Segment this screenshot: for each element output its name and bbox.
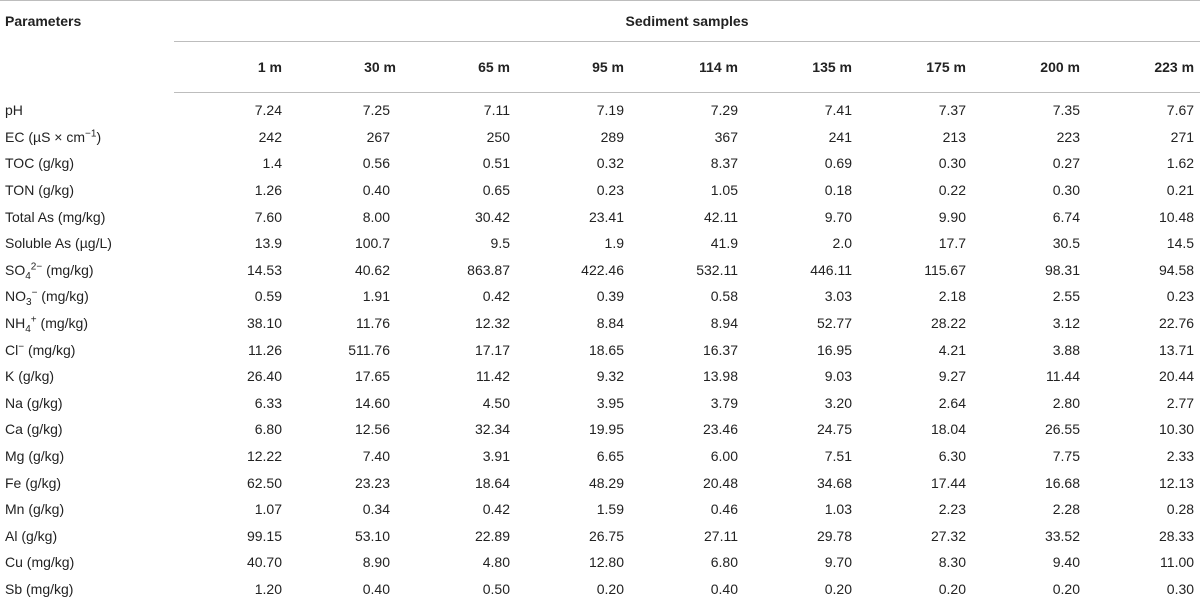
table-cell: 0.39	[596, 288, 624, 305]
table-cell: 6.80	[254, 421, 282, 438]
table-cell: 0.40	[362, 580, 390, 597]
table-row	[0, 576, 1200, 603]
table-cell: 446.11	[810, 261, 852, 278]
table-cell: 0.69	[824, 155, 852, 172]
table-cell: 6.30	[938, 448, 966, 465]
table-cell: 14.53	[246, 261, 282, 278]
table-cell: 0.20	[596, 580, 624, 597]
table-cell: 100.7	[354, 235, 390, 252]
table-cell: 1.20	[254, 580, 282, 597]
table-cell: 0.58	[710, 288, 738, 305]
column-header: 1 m	[174, 42, 288, 93]
column-header: 135 m	[744, 42, 858, 93]
table-cell: 2.23	[938, 501, 966, 518]
table-cell: 1.26	[254, 182, 282, 199]
parameter-name: Cl− (mg/kg)	[5, 340, 76, 358]
table-cell: 1.05	[710, 182, 738, 199]
table-cell: 223	[1056, 128, 1080, 145]
table-cell: 2.77	[1166, 394, 1195, 411]
table-cell: 213	[942, 128, 966, 145]
table-cell: 13.9	[254, 235, 282, 252]
table-cell: 1.91	[362, 288, 390, 305]
parameter-name: TOC (g/kg)	[5, 155, 74, 172]
table-cell: 9.40	[1052, 554, 1080, 571]
parameter-name: K (g/kg)	[5, 368, 55, 385]
table-cell: 267	[366, 128, 390, 145]
table-cell: 30.42	[474, 208, 510, 225]
table-cell: 1.59	[596, 501, 624, 518]
table-cell: 26.75	[588, 527, 624, 544]
column-header: 175 m	[858, 42, 972, 93]
table-cell: 19.95	[588, 421, 624, 438]
table-cell: 0.27	[1052, 155, 1080, 172]
table-row	[0, 363, 1200, 390]
table-cell: 27.32	[930, 527, 966, 544]
parameter-name: Mn (g/kg)	[5, 501, 65, 518]
table-cell: 2.80	[1052, 394, 1080, 411]
table-cell: 2.64	[938, 394, 966, 411]
parameter-name: Ca (g/kg)	[5, 421, 63, 438]
table-row	[0, 469, 1200, 496]
table-cell: 0.18	[824, 182, 852, 199]
table-cell: 0.23	[596, 182, 624, 199]
column-header: 114 m	[630, 42, 744, 93]
table-cell: 1.4	[262, 155, 282, 172]
table-cell: 27.11	[704, 527, 738, 544]
table-row	[0, 257, 1200, 284]
table-cell: 3.12	[1052, 315, 1080, 332]
table-cell: 289	[600, 128, 624, 145]
table-cell: 0.56	[362, 155, 390, 172]
table-cell: 2.55	[1052, 288, 1080, 305]
table-cell: 9.70	[824, 554, 852, 571]
column-header: 95 m	[516, 42, 630, 93]
table-cell: 28.33	[1158, 527, 1195, 544]
table-cell: 40.62	[354, 261, 390, 278]
table-cell: 0.22	[938, 182, 966, 199]
table-cell: 23.23	[354, 474, 390, 491]
table-cell: 24.75	[816, 421, 852, 438]
table-row	[0, 150, 1200, 177]
column-header: 200 m	[972, 42, 1086, 93]
table-cell: 8.30	[938, 554, 966, 571]
table-cell: 20.44	[1158, 368, 1195, 385]
table-row	[0, 93, 1200, 124]
table-cell: 11.00	[1160, 554, 1195, 571]
table-cell: 34.68	[816, 474, 852, 491]
parameter-name: $NH_4^+$ (mg/kg)	[5, 314, 88, 335]
table-row	[0, 416, 1200, 443]
table-cell: 0.20	[938, 580, 966, 597]
table-row	[0, 230, 1200, 257]
table-cell: 6.65	[596, 448, 624, 465]
table-cell: 20.48	[702, 474, 738, 491]
sediment-samples-header: Sediment samples	[174, 1, 1200, 42]
table-cell: 1.03	[824, 501, 852, 518]
table-cell: 863.87	[467, 261, 510, 278]
table-cell: 18.65	[588, 341, 624, 358]
table-cell: 8.94	[710, 315, 738, 332]
table-cell: 6.00	[710, 448, 738, 465]
column-header: 30 m	[288, 42, 402, 93]
table-cell: 23.41	[588, 208, 624, 225]
table-cell: 3.88	[1052, 341, 1080, 358]
table-cell: 12.56	[354, 421, 390, 438]
table-cell: 6.74	[1052, 208, 1080, 225]
table-cell: 0.59	[254, 288, 282, 305]
table-cell: 62.50	[246, 474, 282, 491]
table-cell: 9.70	[824, 208, 852, 225]
table-cell: 2.28	[1052, 501, 1080, 518]
table-row	[0, 390, 1200, 417]
parameter-name: pH	[5, 102, 23, 119]
parameter-name: Sb (mg/kg)	[5, 580, 74, 597]
table-cell: 9.03	[824, 368, 852, 385]
table-cell: 0.21	[1166, 182, 1195, 199]
table-cell: 17.17	[474, 341, 510, 358]
column-header: 223 m	[1086, 42, 1200, 93]
table-cell: 17.7	[938, 235, 966, 252]
table-cell: 11.44	[1046, 368, 1080, 385]
table-cell: 1.07	[254, 501, 282, 518]
table-cell: 94.58	[1158, 261, 1195, 278]
table-cell: 8.84	[596, 315, 624, 332]
table-cell: 23.46	[702, 421, 738, 438]
table-cell: 16.95	[816, 341, 852, 358]
parameter-name: Na (g/kg)	[5, 394, 63, 411]
table-row	[0, 310, 1200, 337]
parameter-name: Soluble As (µg/L)	[5, 235, 112, 252]
table-cell: 99.15	[246, 527, 282, 544]
table-cell: 14.5	[1166, 235, 1195, 252]
table-cell: 17.65	[354, 368, 390, 385]
table-cell: 0.32	[596, 155, 624, 172]
table-cell: 12.13	[1158, 474, 1195, 491]
table-cell: 22.76	[1158, 315, 1195, 332]
parameter-name: Al (g/kg)	[5, 527, 58, 544]
table-cell: 1.62	[1166, 155, 1195, 172]
table-cell: 7.11	[483, 102, 510, 119]
table-cell: 0.40	[362, 182, 390, 199]
table-cell: 16.37	[702, 341, 738, 358]
table-cell: 98.31	[1044, 261, 1080, 278]
table-cell: 7.41	[824, 102, 852, 119]
table-cell: 0.65	[482, 182, 510, 199]
table-cell: 0.46	[710, 501, 738, 518]
table-cell: 7.67	[1166, 102, 1195, 119]
table-cell: 0.30	[1052, 182, 1080, 199]
table-cell: 7.51	[824, 448, 852, 465]
table-cell: 250	[486, 128, 510, 145]
table-cell: 511.76	[348, 341, 390, 358]
table-cell: 17.44	[930, 474, 966, 491]
table-cell: 7.25	[362, 102, 390, 119]
table-cell: 7.75	[1052, 448, 1080, 465]
table-cell: 16.68	[1044, 474, 1080, 491]
table-row	[0, 336, 1200, 363]
table-cell: 7.37	[938, 102, 966, 119]
table-cell: 12.22	[246, 448, 282, 465]
table-cell: 241	[828, 128, 852, 145]
column-header: 65 m	[402, 42, 516, 93]
table-cell: 0.42	[482, 288, 510, 305]
table-cell: 14.60	[354, 394, 390, 411]
parameter-name: Mg (g/kg)	[5, 448, 65, 465]
table-cell: 0.50	[482, 580, 510, 597]
table-cell: 7.24	[254, 102, 282, 119]
table-cell: 32.34	[474, 421, 510, 438]
table-cell: 0.20	[824, 580, 852, 597]
table-cell: 3.03	[824, 288, 852, 305]
table-cell: 9.90	[938, 208, 966, 225]
table-row	[0, 177, 1200, 204]
table-cell: 3.20	[824, 394, 852, 411]
table-cell: 42.11	[704, 208, 738, 225]
table-cell: 4.80	[482, 554, 510, 571]
table-cell: 0.30	[938, 155, 966, 172]
table-cell: 12.32	[474, 315, 510, 332]
parameter-name: $SO_4^{2-}$ (mg/kg)	[5, 261, 94, 282]
table-cell: 26.40	[246, 368, 282, 385]
table-cell: 7.40	[362, 448, 390, 465]
parameter-name: TON (g/kg)	[5, 182, 74, 199]
table-cell: 422.46	[581, 261, 624, 278]
parameter-name: EC $(\mu S \times cm^{-1})$	[5, 128, 102, 145]
table-row	[0, 283, 1200, 310]
table-cell: 18.64	[474, 474, 510, 491]
table-cell: 28.22	[930, 315, 966, 332]
table-cell: 40.70	[246, 554, 282, 571]
table-cell: 242	[258, 128, 282, 145]
table-cell: 2.33	[1166, 448, 1195, 465]
table-cell: 6.33	[254, 394, 282, 411]
table-cell: 532.11	[696, 261, 738, 278]
table-cell: 271	[1170, 128, 1195, 145]
table-cell: 8.00	[362, 208, 390, 225]
table-cell: 18.04	[930, 421, 966, 438]
table-cell: 0.40	[710, 580, 738, 597]
table-cell: 3.95	[596, 394, 624, 411]
parameters-header: Parameters	[0, 1, 174, 93]
table-row	[0, 523, 1200, 550]
table-cell: 10.48	[1158, 208, 1195, 225]
table-cell: 29.78	[816, 527, 852, 544]
table-cell: 11.76	[356, 315, 390, 332]
table-cell: 3.91	[482, 448, 510, 465]
table-cell: 7.35	[1052, 102, 1080, 119]
table-cell: 12.80	[588, 554, 624, 571]
table-cell: 7.29	[710, 102, 738, 119]
table-cell: 22.89	[474, 527, 510, 544]
table-cell: 30.5	[1052, 235, 1080, 252]
table-cell: 0.20	[1052, 580, 1080, 597]
table-cell: 3.79	[710, 394, 738, 411]
table-cell: 0.23	[1166, 288, 1195, 305]
table-cell: 4.21	[938, 341, 966, 358]
table-cell: 9.5	[490, 235, 510, 252]
table-cell: 13.98	[702, 368, 738, 385]
table-cell: 0.34	[362, 501, 390, 518]
parameter-name: Cu (mg/kg)	[5, 554, 75, 571]
table-row	[0, 124, 1200, 151]
table-cell: 8.90	[362, 554, 390, 571]
table-cell: 7.60	[254, 208, 282, 225]
table-cell: 13.71	[1158, 341, 1195, 358]
table-cell: 0.42	[482, 501, 510, 518]
table-cell: 38.10	[246, 315, 282, 332]
table-cell: 53.10	[354, 527, 390, 544]
table-cell: 48.29	[588, 474, 624, 491]
parameter-name: Fe (g/kg)	[5, 474, 62, 491]
table-cell: 2.0	[832, 235, 852, 252]
table-row	[0, 203, 1200, 230]
table-cell: 11.42	[476, 368, 510, 385]
table-row	[0, 443, 1200, 470]
table-cell: 0.28	[1166, 501, 1195, 518]
table-cell: 0.51	[482, 155, 510, 172]
table-cell: 115.67	[924, 261, 966, 278]
table-cell: 1.9	[604, 235, 624, 252]
table-cell: 4.50	[482, 394, 510, 411]
table-cell: 6.80	[710, 554, 738, 571]
table-cell: 0.30	[1166, 580, 1195, 597]
table-cell: 52.77	[816, 315, 852, 332]
table-cell: 10.30	[1158, 421, 1195, 438]
table-cell: 7.19	[596, 102, 624, 119]
table-cell: 9.32	[596, 368, 624, 385]
parameter-name: Total As (mg/kg)	[5, 208, 106, 225]
table-cell: 9.27	[938, 368, 966, 385]
table-cell: 26.55	[1044, 421, 1080, 438]
table-cell: 11.26	[248, 341, 282, 358]
table-cell: 367	[714, 128, 738, 145]
table-cell: 8.37	[710, 155, 738, 172]
table-row	[0, 496, 1200, 523]
table-cell: 2.18	[938, 288, 966, 305]
table-cell: 33.52	[1044, 527, 1080, 544]
table-row	[0, 549, 1200, 576]
parameter-name: $NO_3^-$ (mg/kg)	[5, 287, 89, 309]
table-cell: 41.9	[710, 235, 738, 252]
